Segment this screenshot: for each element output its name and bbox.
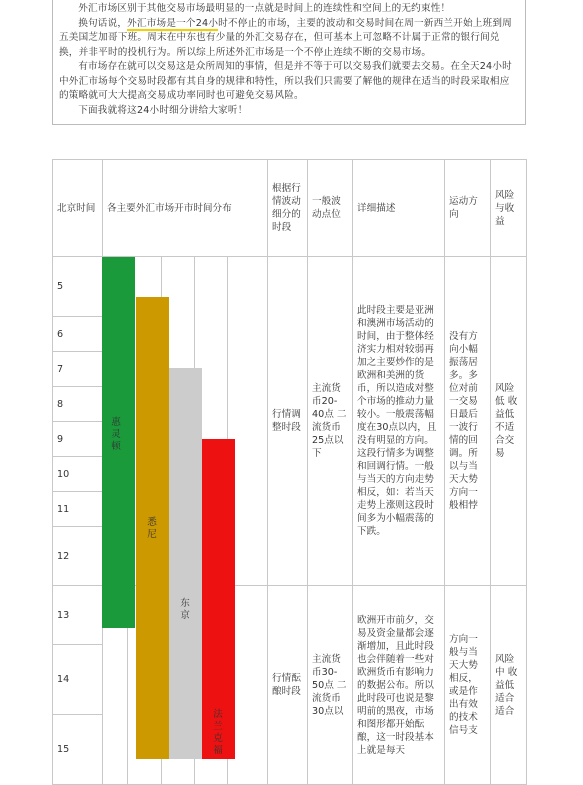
header-time: 北京时间 — [53, 160, 103, 257]
market-label: 惠 灵 顿 — [111, 417, 121, 452]
direction-cell: 没有方向小幅振荡居多。多位对前一交易日最后一波行情的回调。所以与当天大势方向一般相悖 — [445, 257, 491, 586]
hour-cell: 11 — [53, 492, 103, 527]
header-risk: 风险与收益 — [491, 160, 527, 257]
market-bar-wellington — [102, 257, 135, 628]
intro-text — [52, 0, 526, 125]
hour-cell: 12 — [53, 527, 103, 586]
header-detail: 详细描述 — [353, 160, 445, 257]
market-label: 东 京 — [180, 598, 190, 621]
header-markets: 各主要外汇市场开市时间分布 — [103, 160, 268, 257]
p2-after: 时不停止的市场，主要的波动和交易时间在周一新西兰开始上班到周五美国芝加哥下班。周末在中东也有少量的外汇交易存在，但可基本上可忽略不计属于正常的银行间兑换，并非平时的投机行为。所以综上所述外汇市场是一个不停止连续不断的交易市场。 — [59, 17, 512, 58]
market-label: 法 兰 克 福 — [213, 709, 223, 756]
segment-cell: 行情酝酿时段 — [268, 586, 308, 785]
hour-cell: 8 — [53, 387, 103, 422]
detail-cell: 欧洲开市前夕，交易及资金量都会逐渐增加，且此时段也会伴随着一些对欧洲货币有影响力的数据公布。所以此时段可也说是黎明前的黑夜，市场和图形都开始酝酿，这一时段基本上就是每天 — [353, 586, 445, 785]
intro-paragraph-2 — [59, 17, 519, 61]
hour-cell: 13 — [53, 586, 103, 645]
range-cell: 主流货币30-50点 二流货币 30点以 — [308, 586, 353, 785]
hour-cell: 5 — [53, 257, 103, 317]
risk-cell: 风险低 收益低不适合交易 — [491, 257, 527, 586]
market-hours-bars — [102, 257, 267, 759]
hour-cell: 7 — [53, 352, 103, 387]
range-cell: 主流货币20-40点 二流货币 25点以下 — [308, 257, 353, 586]
header-row — [53, 160, 527, 257]
direction-cell: 方向一般与当天大势相反，或是作出有效的技术信号支 — [445, 586, 491, 785]
header-segment: 根据行情波动细分的时段 — [268, 160, 308, 257]
intro-paragraph-3: 有市场存在就可以交易这是众所周知的事情，但是并不等于可以交易我们就要去交易。在全天24小时中外汇市场每个交易时段都有其自身的规律和特性，所以我们只需要了解他的规律在适当的时段采取相应的策略就可大大提高交易成功率同时也可避免交易风险。 — [59, 61, 512, 101]
highlighted-phrase: 外汇市场是一个24小 — [127, 17, 219, 29]
market-bar-sydney — [136, 297, 169, 759]
market-label: 悉 尼 — [147, 517, 157, 540]
risk-cell: 风险中 收益低适合适合 — [491, 586, 527, 785]
intro-paragraph-1: 外汇市场区别于其他交易市场最明显的一点就是时间上的连续性和空间上的无约束性！ — [78, 3, 451, 14]
p2-before: 换句话说， — [78, 17, 128, 29]
market-bar-tokyo — [169, 368, 202, 759]
hour-cell: 14 — [53, 645, 103, 715]
header-direction: 运动方向 — [445, 160, 491, 257]
hour-cell: 15 — [53, 715, 103, 785]
detail-cell: 此时段主要是亚洲和澳洲市场活动的时间，由于整体经济实力相对较弱再加之主要炒作的是欧洲和美洲的货币，所以造成对整个市场的推动力量较小。一般震荡幅度在30点以内，且没有明显的方向。 这段行情多为调整和回调行情。一般与当天的方向走势相反，如：若当天走势上涨则这段时间多为小幅震荡的下跌。 — [353, 257, 445, 586]
hour-cell: 9 — [53, 422, 103, 457]
header-range: 一般波动点位 — [308, 160, 353, 257]
intro-paragraph-4: 下面我就将这24小时细分讲给大家听！ — [78, 104, 248, 116]
market-bar-frankfurt — [202, 439, 235, 759]
hour-cell: 6 — [53, 317, 103, 352]
segment-cell: 行情调整时段 — [268, 257, 308, 586]
hour-cell: 10 — [53, 457, 103, 492]
